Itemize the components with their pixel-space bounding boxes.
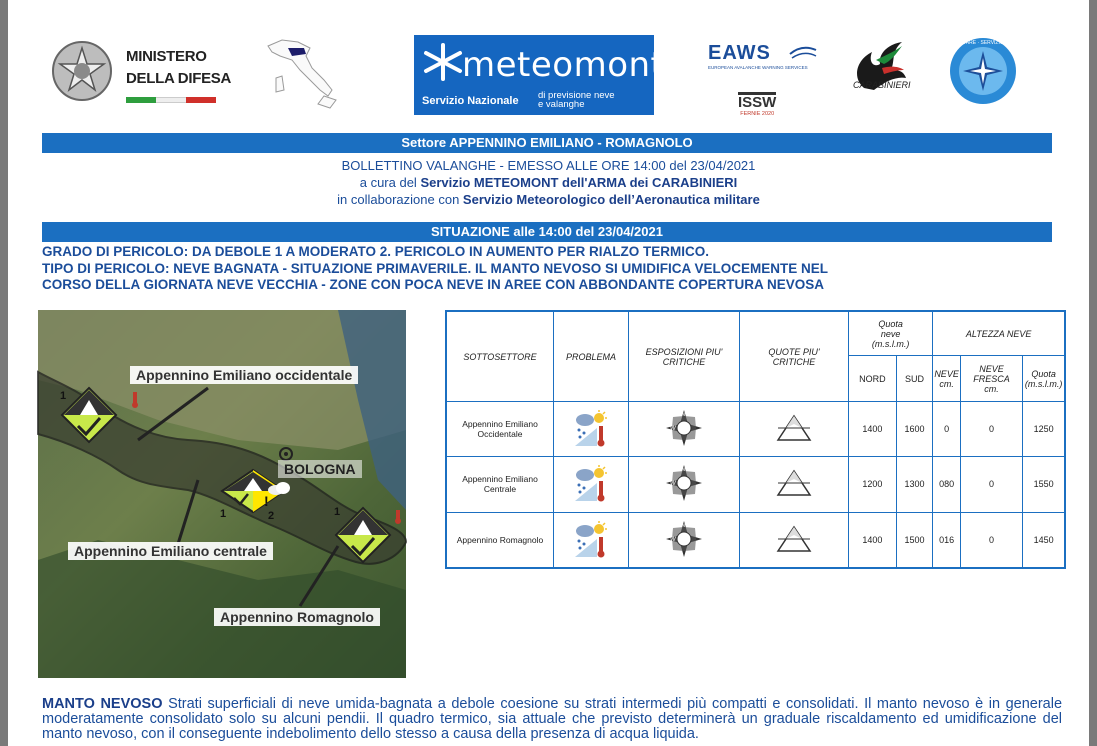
subsector-table [445,310,1066,569]
settore-bar: Settore APPENNINO EMILIANO - ROMAGNOLO [42,133,1052,153]
cell-nord: 1400 [849,402,897,457]
issw-subtitle: FERNIE 2020 [740,111,775,117]
row-name: Appennino Emiliano Centrale [447,457,554,512]
cell-neve: 016 [933,512,961,567]
danger-degree-text: GRADO DI PERICOLO: DA DEBOLE 1 A MODERATO 2. PERICOLO IN AUMENTO PER RIALZO TERMICO. [42,244,710,259]
thermometer-icon-east [394,510,402,524]
th-altezza-neve: ALTEZZA NEVE [933,312,1065,356]
cell-quota: 1250 [1023,402,1065,457]
carabinieri-text: CARABINIERI [853,80,911,90]
danger-type-text-1: TIPO DI PERICOLO: NEVE BAGNATA - SITUAZIONE PRIMAVERILE. IL MANTO NEVOSO SI UMIDIFICA VELOCEMENTE NEL [42,261,829,276]
meteomont-sub [538,91,615,109]
manto-text: Strati superficiali di neve umida-bagnata a debole coesione su strati intermedi più compatti e consolidati. Il manto nevoso è in generale moderatamente consolidato solo su alcuni pendii. Il quadro termico, sia attuale che previsto determinerà un graduale riscaldamento ed umidificazione del manto nevoso, con il conseguente indebolimento dello stesso a causa della presenza di acqua liquida. [42,696,1063,742]
th-quota-neve: Quota neve (m.s.l.m.) [849,312,933,356]
svg-text:W: W [670,426,676,433]
th-neve-cm: NEVE cm. [933,356,961,402]
danger-type-text-2: CORSO DELLA GIORNATA NEVE VECCHIA - ZONE CON POCA NEVE IN AREE CON ABBONDANTE COPERTURA NEVOSA [42,277,825,292]
danger-level-label-centre-2: 2 [268,510,275,522]
th-sottosettore: SOTTOSETTORE [447,312,554,402]
eaws-swoosh-icon [788,44,818,62]
manto-title: MANTO NEVOSO [42,696,163,712]
row-name: Appennino Emiliano Occidentale [447,402,554,457]
sector-map [38,310,406,678]
eaws-logo [708,42,818,72]
issw-logo [738,92,776,117]
cell-sud: 1300 [896,457,933,512]
cell-fresca: 0 [960,402,1022,457]
italy-map-icon [258,32,350,114]
cell-quota: 1450 [1023,512,1065,567]
cloud-icon-centre [266,480,292,496]
cell-quota: 1550 [1023,457,1065,512]
meteomont-sub2: e valanghe [538,99,585,110]
eaws-text: EAWS [708,42,771,64]
italian-flag-stripe [126,97,216,103]
svg-text:N: N [681,412,686,419]
row-name: Appennino Romagnolo [447,512,554,567]
ministero-logo-text [126,46,231,90]
eaws-subtitle: EUROPEAN AVALANCHE WARNING SERVICES [708,65,808,70]
cell-neve: 080 [933,457,961,512]
cell-fresca: 0 [960,457,1022,512]
bollettino-line2 [8,175,1089,191]
th-sud: SUD [896,356,933,402]
cell-sud: 1600 [896,402,933,457]
meteomont-logo [414,35,665,115]
cell-nord: 1400 [849,512,897,567]
issw-text: ISSW [738,94,777,111]
svg-text:W: W [670,536,676,543]
elevation-icon [774,440,814,450]
italian-emblem-icon [50,38,114,104]
aspect-rose-icon [664,522,704,561]
aspect-rose-icon [664,467,704,505]
meteomont-sub1: di previsione neve [538,90,615,101]
danger-level-1-icon-west [60,386,118,444]
manto-nevoso-paragraph [42,697,1062,742]
ministero-line2: DELLA DIFESA [126,70,232,87]
svg-text:W: W [670,481,676,488]
aspect-rose-icon [664,412,704,450]
svg-text:N: N [681,522,686,529]
snowflake-icon [420,41,466,83]
problem-wet-snow-icon-cell [554,512,629,567]
map-label-centrale: Appennino Emiliano centrale [68,542,273,560]
danger-level-label-west: 1 [60,390,67,402]
map-label-occidentale: Appennino Emiliano occidentale [130,366,358,384]
ministero-line1: MINISTERO [126,48,207,65]
elevation-icon [774,551,814,561]
th-problema: PROBLEMA [554,312,629,402]
bulletin-page [8,0,1089,746]
map-label-romagnolo: Appennino Romagnolo [214,608,380,626]
problem-wet-snow-icon-cell [554,457,629,512]
aeronautica-seal-icon [916,36,1050,106]
th-quota-msl: Quota (m.s.l.m.) [1023,356,1065,402]
meteomont-title: meteomont [462,45,665,85]
bollettino-line2-bold: Servizio METEOMONT dell'ARMA dei CARABINIERI [420,175,738,190]
bollettino-line3 [8,192,1089,208]
danger-level-label-centre-1: 1 [220,508,227,520]
table-row [447,512,1065,567]
cell-nord: 1200 [849,457,897,512]
th-neve-fresca: NEVE FRESCA cm. [960,356,1022,402]
th-esposizioni: ESPOSIZIONI PIU' CRITICHE [629,312,740,402]
elevation-icon-cell [740,402,849,457]
map-label-bologna: BOLOGNA [278,460,362,478]
aeronautica-seal-text: AERONAUTICA MILITARE · SERVIZIO METEOROLOGICO [916,40,1050,46]
aspect-rose-icon-cell [629,402,740,457]
problem-wet-snow-icon-cell [554,402,629,457]
elevation-icon-cell [740,457,849,512]
wet-snow-icon [571,495,611,505]
cell-fresca: 0 [960,512,1022,567]
table-row [447,402,1065,457]
th-quote: QUOTE PIU' CRITICHE [740,312,849,402]
wet-snow-icon [571,551,611,561]
aspect-rose-icon-cell [629,457,740,512]
svg-text:!: ! [264,493,269,509]
cell-neve: 0 [933,402,961,457]
svg-text:N: N [681,467,686,474]
meteomont-service-label: Servizio Nazionale [422,95,519,107]
thermometer-icon-west [130,392,140,408]
cell-sud: 1500 [896,512,933,567]
situazione-bar: SITUAZIONE alle 14:00 del 23/04/2021 [42,222,1052,242]
bollettino-line3-bold: Servizio Meteorologico dell’Aeronautica militare [462,192,760,207]
danger-level-label-east: 1 [334,506,341,518]
bollettino-line2-prefix: a cura del [359,175,421,190]
wet-snow-icon [571,440,611,450]
th-nord: NORD [849,356,897,402]
elevation-icon-cell [740,512,849,567]
elevation-icon [774,495,814,505]
logo-header [8,0,1089,128]
danger-level-1-icon-east [334,506,392,564]
bollettino-line1: BOLLETTINO VALANGHE - EMESSO ALLE ORE 14:00 del 23/04/2021 [341,158,756,173]
aspect-rose-icon-cell [629,512,740,567]
table-row [447,457,1065,512]
subsector-grid [446,311,1065,568]
bollettino-line3-prefix: in collaborazione con [337,192,463,207]
